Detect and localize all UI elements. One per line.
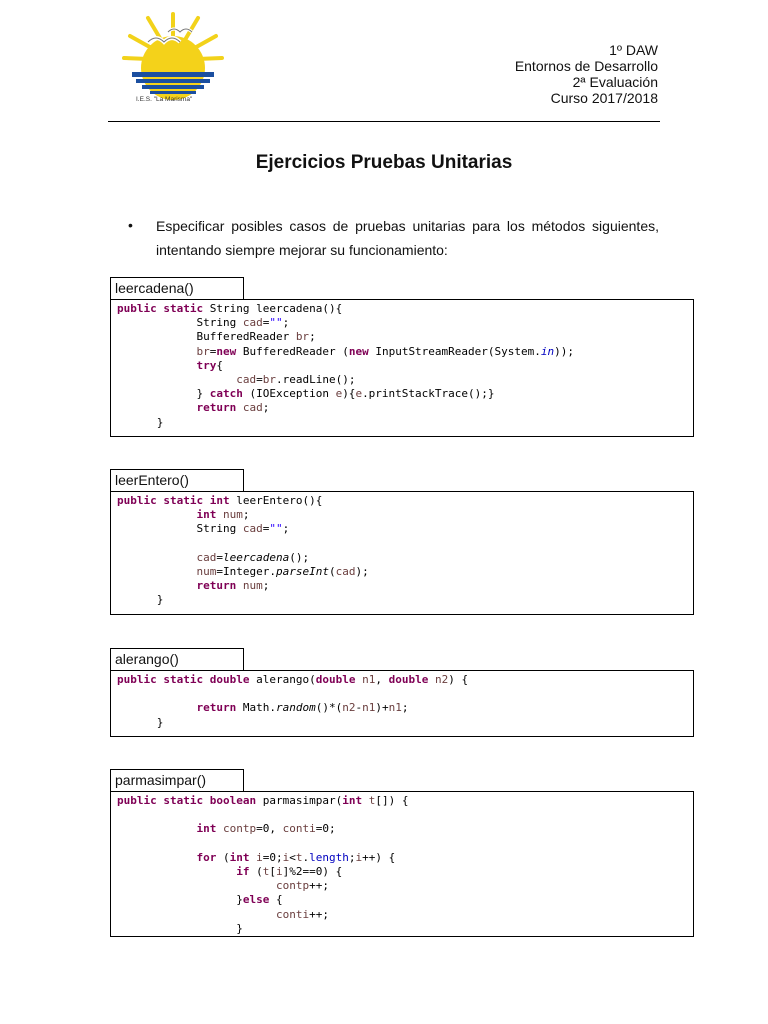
code-alerango: public static double alerango(double n1, double n2) { return Math.random()*(n2-n1)+n1; } [117,673,469,729]
method-label-parmasimpar: parmasimpar() [110,769,244,791]
code-block-parmasimpar [110,791,694,937]
code-parmasimpar: public static boolean parmasimpar(int t[]) { int contp=0, conti=0; for (int i=0;i<t.length;i++) { if (t[i]%2==0) { contp++; }else { conti++; } [117,794,409,935]
code-block-leerentero [110,491,694,615]
method-label-leercadena: leercadena() [110,277,244,299]
header-divider [108,121,660,122]
code-leercadena: public static String leercadena(){ String cad=""; BufferedReader br; br=new BufferedReader (new InputStreamReader(System.in)); try{ cad=br.readLine(); } catch (IOException e){e.printStackTrace();} return cad; } [117,302,575,429]
header-year: Curso 2017/2018 [550,90,658,106]
bullet-icon: • [128,217,133,233]
document-header [515,42,658,106]
method-label-alerango: alerango() [110,648,244,670]
code-leerentero: public static int leerEntero(){ int num; String cad=""; cad=leercadena(); num=Integer.parseInt(cad); return num; } [117,494,369,607]
code-block-leercadena [110,299,694,437]
method-label-leerentero: leerEntero() [110,469,244,491]
logo-caption: I.E.S. "La Marisma" [136,96,193,103]
header-course: 1º DAW [609,42,658,58]
school-logo [118,8,228,108]
code-block-alerango [110,670,694,737]
header-subject: Entornos de Desarrollo [514,58,658,74]
header-evaluation: 2ª Evaluación [572,74,658,90]
intro-text: Especificar posibles casos de pruebas unitarias para los métodos siguientes, intentando siempre mejorar su funcionamiento: [156,218,659,258]
page-title: Ejercicios Pruebas Unitarias [255,152,513,173]
